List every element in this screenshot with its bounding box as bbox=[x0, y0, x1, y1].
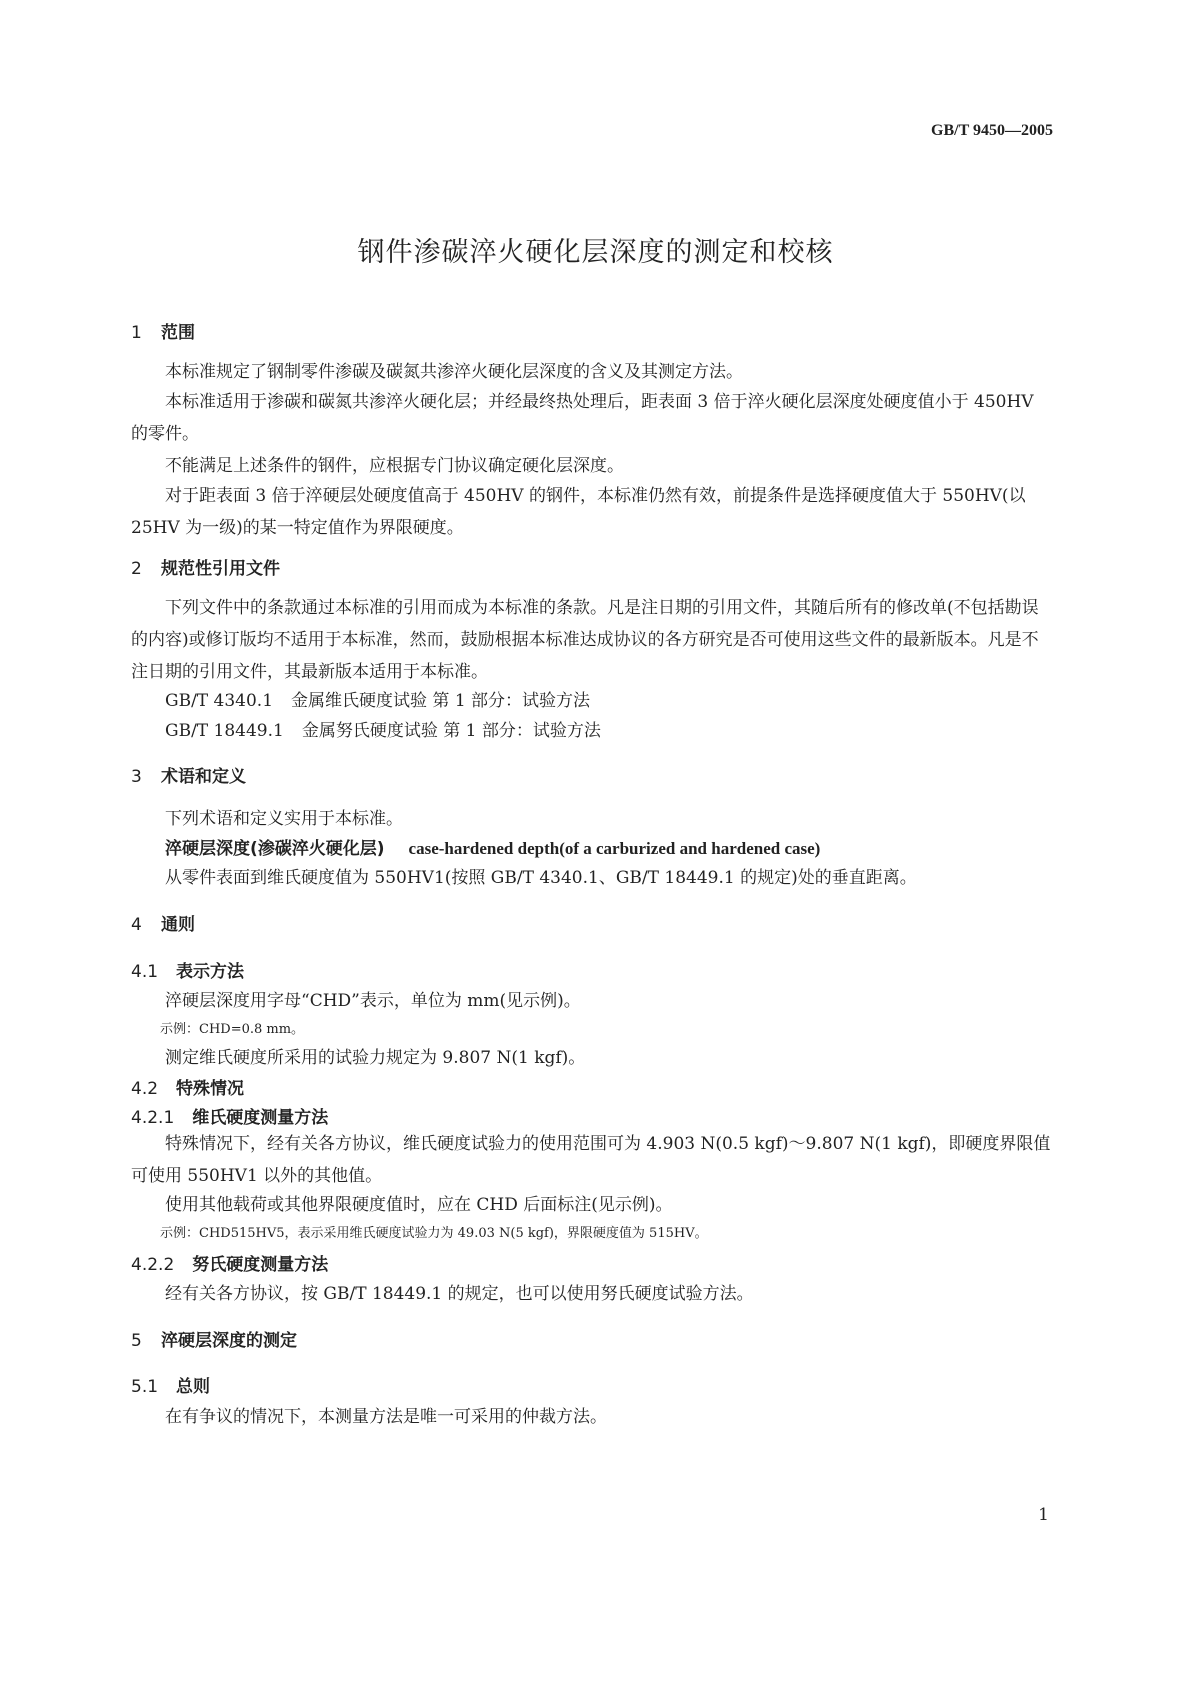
section-1-heading bbox=[131, 318, 195, 343]
paragraph: 不能满足上述条件的钢件，应根据专门协议确定硬化层深度。 bbox=[165, 456, 624, 476]
section-title: 淬硬层深度的测定 bbox=[161, 1331, 297, 1351]
section-4-heading bbox=[131, 910, 195, 935]
paragraph: 测定维氏硬度所采用的试验力规定为 9.807 N(1 kgf)。 bbox=[165, 1048, 586, 1068]
subsection-4-2-1-heading bbox=[131, 1103, 328, 1128]
section-title: 总则 bbox=[176, 1377, 211, 1397]
section-number: 5.1 bbox=[131, 1377, 159, 1397]
page-number: 1 bbox=[1038, 1505, 1049, 1525]
section-number: 4.2.1 bbox=[131, 1108, 175, 1128]
subsection-4-2-heading bbox=[131, 1074, 244, 1099]
reference-title: 金属努氏硬度试验 第 1 部分：试验方法 bbox=[301, 721, 601, 741]
reference-title: 金属维氏硬度试验 第 1 部分：试验方法 bbox=[291, 691, 591, 711]
section-2-heading bbox=[131, 554, 280, 579]
section-number: 4 bbox=[131, 915, 142, 935]
paragraph: 在有争议的情况下，本测量方法是唯一可采用的仲裁方法。 bbox=[165, 1407, 607, 1427]
section-number: 4.2.2 bbox=[131, 1255, 175, 1275]
reference-code: GB/T 18449.1 bbox=[165, 721, 284, 741]
section-number: 4.1 bbox=[131, 962, 159, 982]
reference-item bbox=[165, 686, 590, 711]
paragraph: 经有关各方协议，按 GB/T 18449.1 的规定，也可以使用努氏硬度试验方法。 bbox=[165, 1284, 754, 1304]
term-english: case-hardened depth(of a carburized and hardened case) bbox=[408, 839, 821, 858]
section-title: 规范性引用文件 bbox=[161, 559, 280, 579]
term-chinese: 淬硬层深度(渗碳淬火硬化层) bbox=[165, 839, 385, 859]
section-number: 2 bbox=[131, 559, 142, 579]
section-3-heading bbox=[131, 762, 246, 787]
subsection-4-1-heading bbox=[131, 957, 244, 982]
section-5-heading bbox=[131, 1326, 297, 1351]
example-note: 示例：CHD=0.8 mm。 bbox=[160, 1022, 305, 1037]
section-title: 表示方法 bbox=[176, 962, 245, 982]
section-number: 3 bbox=[131, 767, 142, 787]
document-code: GB/T 9450—2005 bbox=[931, 122, 1053, 139]
reference-item bbox=[165, 716, 601, 741]
paragraph: 下列术语和定义实用于本标准。 bbox=[165, 809, 403, 829]
section-title: 特殊情况 bbox=[176, 1079, 245, 1099]
term-entry bbox=[165, 834, 820, 859]
paragraph: 淬硬层深度用字母“CHD”表示，单位为 mm(见示例)。 bbox=[165, 991, 581, 1011]
section-title: 术语和定义 bbox=[161, 767, 246, 787]
subsection-4-2-2-heading bbox=[131, 1250, 328, 1275]
paragraph: 使用其他载荷或其他界限硬度值时，应在 CHD 后面标注(见示例)。 bbox=[165, 1195, 673, 1215]
reference-code: GB/T 4340.1 bbox=[165, 691, 274, 711]
section-title: 努氏硬度测量方法 bbox=[192, 1255, 329, 1275]
paragraph: 下列文件中的条款通过本标准的引用而成为本标准的条款。凡是注日期的引用文件，其随后所有的修改单(不包括勘误的内容)或修订版均不适用于本标准，然而，鼓励根据本标准达成协议的各方研究是否可使用这些文件的最新版本。凡是不注日期的引用文件，其最新版本适用于本标准。 bbox=[131, 598, 1039, 682]
example-note: 示例：CHD515HV5，表示采用维氏硬度试验力为 49.03 N(5 kgf)，界限硬度值为 515HV。 bbox=[160, 1226, 708, 1241]
section-title: 范围 bbox=[161, 323, 195, 343]
section-title: 通则 bbox=[161, 915, 195, 935]
paragraph: 对于距表面 3 倍于淬硬层处硬度值高于 450HV 的钢件，本标准仍然有效，前提条件是选择硬度值大于 550HV(以 25HV 为一级)的某一特定值作为界限硬度。 bbox=[131, 486, 1026, 538]
paragraph: 本标准适用于渗碳和碳氮共渗淬火硬化层；并经最终热处理后，距表面 3 倍于淬火硬化层深度处硬度值小于 450HV 的零件。 bbox=[131, 392, 1034, 444]
paragraph: 特殊情况下，经有关各方协议，维氏硬度试验力的使用范围可为 4.903 N(0.5 kgf)～9.807 N(1 kgf)，即硬度界限值可使用 550HV1 以外的其他值。 bbox=[131, 1134, 1051, 1186]
section-title: 维氏硬度测量方法 bbox=[192, 1108, 329, 1128]
term-definition: 从零件表面到维氏硬度值为 550HV1(按照 GB/T 4340.1、GB/T 18449.1 的规定)处的垂直距离。 bbox=[165, 868, 917, 888]
page-title: 钢件渗碳淬火硬化层深度的测定和校核 bbox=[357, 237, 834, 268]
section-number: 5 bbox=[131, 1331, 142, 1351]
section-number: 1 bbox=[131, 323, 142, 343]
section-number: 4.2 bbox=[131, 1079, 159, 1099]
subsection-5-1-heading bbox=[131, 1372, 210, 1397]
paragraph: 本标准规定了钢制零件渗碳及碳氮共渗淬火硬化层深度的含义及其测定方法。 bbox=[165, 362, 743, 382]
